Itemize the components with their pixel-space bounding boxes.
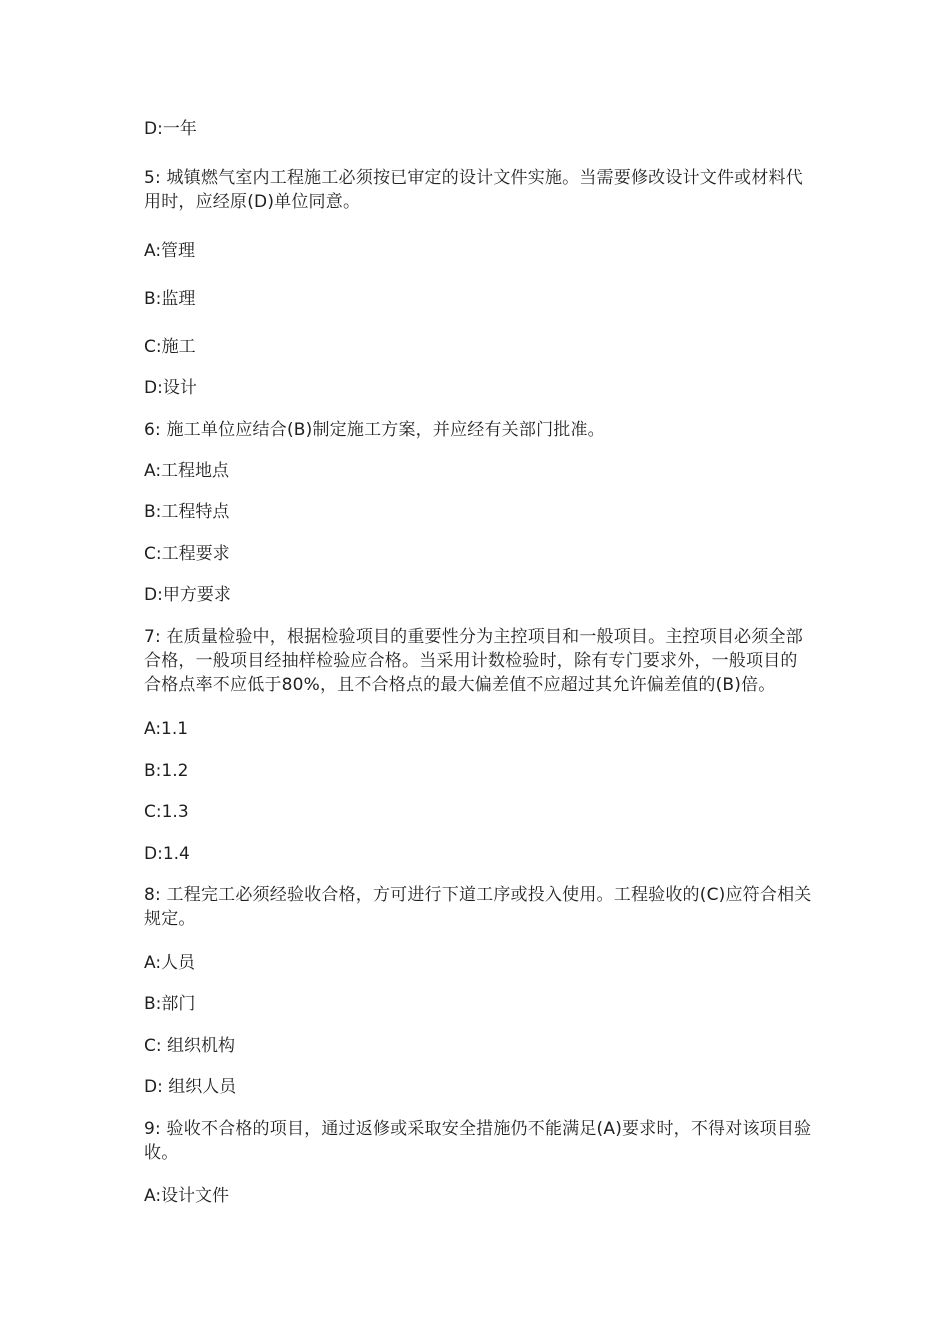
q8-option-b: B:部门 xyxy=(144,994,196,1014)
q5-question: 5: 城镇燃气室内工程施工必须按已审定的设计文件实施。当需要修改设计文件或材料代用时，应经原(D)单位同意。 xyxy=(144,168,803,212)
q6-option-a: A:工程地点 xyxy=(144,461,230,481)
q5-option-d: D:设计 xyxy=(144,378,197,398)
q6-option-b: B:工程特点 xyxy=(144,502,230,522)
q6-option-d: D:甲方要求 xyxy=(144,585,231,605)
q7-option-b: B:1.2 xyxy=(144,761,189,781)
q9-question: 9: 验收不合格的项目，通过返修或采取安全措施仍不能满足(A)要求时，不得对该项目验收。 xyxy=(144,1119,812,1163)
q8-option-c: C: 组织机构 xyxy=(144,1036,236,1056)
q5-option-a: A:管理 xyxy=(144,241,196,261)
q8-option-a: A:人员 xyxy=(144,953,196,973)
q6-option-c: C:工程要求 xyxy=(144,544,230,564)
q8-question: 8: 工程完工必须经验收合格，方可进行下道工序或投入使用。工程验收的(C)应符合相关规定。 xyxy=(144,885,812,929)
q9-option-a: A:设计文件 xyxy=(144,1186,230,1206)
q8-option-d: D: 组织人员 xyxy=(144,1077,237,1097)
q6-question: 6: 施工单位应结合(B)制定施工方案，并应经有关部门批准。 xyxy=(144,420,605,440)
q5-option-c: C:施工 xyxy=(144,337,196,357)
q7-option-c: C:1.3 xyxy=(144,802,189,822)
q7-question: 7: 在质量检验中，根据检验项目的重要性分为主控项目和一般项目。主控项目必须全部合格，一般项目经抽样检验应合格。当采用计数检验时，除有专门要求外，一般项目的合格点率不应低于80%，且不合格点的最大偏差值不应超过其允许偏差值的(B)倍。 xyxy=(144,627,803,695)
q5-option-b: B:监理 xyxy=(144,289,196,309)
q7-option-a: A:1.1 xyxy=(144,719,189,739)
q7-option-d: D:1.4 xyxy=(144,844,190,864)
q4-option-d: D:一年 xyxy=(144,119,197,139)
